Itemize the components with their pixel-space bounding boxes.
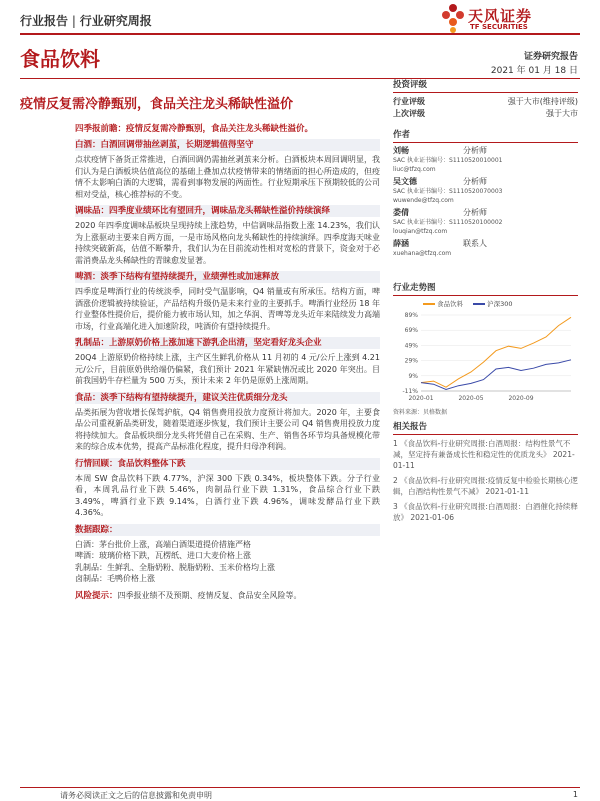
company-logo (440, 3, 590, 33)
section-body: 2020 年四季度调味品板块呈现持续上涨趋势，中信调味品指数上涨 14.23%，我们认为上涨驱动主要来自两方面，一是市场风格向龙头稀缺性的持续演绎。四季度海天味业持续突破新高，估值不断攀升，我们认为在目前流动性相对宽松的背景下，资金对于必需消费品龙头稀缺性的青睐愈发显著。 (75, 221, 380, 265)
risk-note (75, 590, 380, 602)
separator: | (71, 14, 80, 28)
author-entry (393, 177, 578, 205)
author-role: 分析师 (463, 146, 487, 155)
section-body: 四季度是啤酒行业的传统淡季，同时受气温影响，Q4 销量或有所承压。结构方面，啤酒涨价逻辑被持续验证，产品结构升级仍是未来行业的主要抓手。啤酒行业经历 18 年行业整体性提价后，提价能力被市场认知，加之华润、青啤等龙头近年来陆续发力高端市场，行业高端化进入加速阶段，吨酒价有望持续提升。 (75, 287, 380, 331)
x-tick-label: 2020-05 (458, 395, 484, 402)
section-head: 四季报前瞻：疫情反复需冷静甄别，食品关注龙头稀缺性溢价。 (75, 124, 314, 134)
logo-en: TF SECURITIES (470, 23, 528, 31)
author-name: 薛涵 (393, 239, 409, 248)
author-email[interactable]: liuc@tfzq.com (393, 166, 436, 173)
section-body: 品类拓展为营收增长保驾护航，Q4 销售费用投放力度预计将加大。2020 年，主要食品公司重视新品类研发，随着渠道逐步恢复，我们预计主要公司 Q4 销售费用投放力度将持续加大。食品板块细分龙头将凭借自己在采购、生产、销售各环节均具备规模化带来的综合成本优势，提高产品标准化程度，提升归母净利润。 (75, 407, 380, 451)
related-item[interactable]: 2 《食品饮料-行业研究周报:疫情反复中检验长期核心逻辑，白酒结构性景气不减》 2021-01-11 (393, 476, 578, 496)
author-role: 分析师 (463, 208, 487, 217)
y-tick-label: 69% (404, 327, 418, 335)
section-body: 点状疫情下备货正常推进，白酒回调仍需抽丝剥茧来分析。白酒板块本周回调明显，我们认为是白酒板块估值高位的基础上叠加点状疫情带来的情绪面的担心所造成的，但疫情不太影响白酒的大逻辑，需看到事物发展的两面性。行业短期承压下预期较低的公司相对受益，核心推荐标的不变。 (75, 155, 380, 199)
legend-label: 食品饮料 (437, 300, 464, 308)
author-entry (393, 239, 578, 258)
author-sac: SAC 执业证书编号：S1110520070003 (393, 188, 503, 195)
report-date: 2021 年 01 月 18 日 (490, 66, 578, 76)
author-name: 刘畅 (393, 146, 409, 155)
section-head: 白酒：白酒回调带抽丝剥茧，长期逻辑值得坚守 (75, 139, 380, 151)
author-entry (393, 146, 578, 174)
footer-rule (20, 787, 580, 788)
author-email[interactable]: xuehana@tfzq.com (393, 250, 452, 257)
section-head: 数据跟踪： (75, 524, 380, 536)
y-tick-label: 49% (404, 342, 418, 350)
page-number: 1 (572, 790, 578, 799)
trend-title: 行业走势图 (393, 281, 578, 296)
author-sac: SAC 执业证书编号：S1110520100002 (393, 219, 503, 226)
section-body: 20Q4 上游原奶价格持续上涨，主产区生鲜乳价格从 11 月初的 4 元/公斤上涨到 4.21 元/公斤，目前原奶供给端仍偏紧，我们预计 2021 年紧缺情况或比 2020 年突出。目前我国奶牛存栏量为 500 万头，预计未来 2 年仍是原奶上涨周期。 (75, 353, 380, 385)
prev-rating-label: 上次评级 (393, 109, 425, 118)
related-title: 相关报告 (393, 420, 578, 435)
section-body: 本周 SW 食品饮料下跌 4.77%，沪深 300 下跌 0.34%，板块整体下跌。分子行业看，本周乳品行业下跌 5.46%，肉制品行业下跌 1.31%，食品综合行业下跌 3.49%，啤酒行业下跌 9.14%，白酒行业下跌 4.96%，调味发酵品行业下跌 4.36%。 (75, 473, 380, 517)
section-head: 调味品：四季度业绩环比有望回升，调味品龙头稀缺性溢价持续演绎 (75, 205, 380, 217)
rating-box (393, 78, 578, 120)
series-line-2 (421, 360, 571, 390)
y-tick-label: 9% (408, 372, 418, 380)
legend-label: 沪深300 (487, 300, 513, 308)
author-entry (393, 208, 578, 236)
authors-box (393, 128, 578, 258)
header-rule (20, 33, 580, 35)
y-tick-label: -11% (402, 388, 418, 395)
author-role: 分析师 (463, 177, 487, 186)
industry-rating-label: 行业评级 (393, 97, 425, 106)
trend-box (393, 281, 578, 417)
authors-title: 作者 (393, 128, 578, 143)
rating-title: 投资评级 (393, 78, 578, 93)
main-column (75, 123, 380, 602)
trend-chart-svg (393, 307, 578, 407)
related-item[interactable]: 3 《食品饮料-行业研究周报:白酒周报：白酒催化持续释放》 2021-01-06 (393, 502, 578, 522)
author-name: 吴文德 (393, 177, 417, 186)
author-email[interactable]: louqian@tfzq.com (393, 228, 448, 235)
author-sac: SAC 执业证书编号：S1110520010001 (393, 157, 503, 164)
y-tick-label: 89% (404, 312, 418, 319)
report-type: 证券研究报告 (523, 52, 578, 62)
series-line-1 (421, 317, 571, 387)
footer-disclaimer: 请务必阅读正文之后的信息披露和免责申明 (60, 791, 212, 800)
report-category: 行业报告 (20, 14, 69, 28)
section-head: 行情回顾：食品饮料整体下跌 (75, 458, 380, 470)
prev-rating-value: 强于大市 (546, 109, 578, 118)
report-subcategory: 行业研究周报 (79, 14, 152, 28)
author-role: 联系人 (463, 239, 487, 248)
chart-source: 资料来源：贝格数据 (393, 409, 448, 416)
x-tick-label: 2020-09 (508, 395, 534, 402)
prev-rating-row (393, 108, 578, 120)
section-head: 乳制品：上游原奶价格上涨加速下游乳企出清，坚定看好龙头企业 (75, 337, 380, 349)
related-box (393, 420, 578, 523)
risk-head: 风险提示： (75, 590, 118, 601)
author-email[interactable]: wuwende@tfzq.com (393, 197, 454, 204)
x-tick-label: 2020-01 (408, 395, 434, 402)
section-head: 食品：淡季下结构有望持续提升，建议关注优质细分龙头 (75, 392, 380, 404)
section-body: 白酒：茅台批价上涨，高端白酒渠道提价措施严格 啤酒：玻璃价格下跌，瓦楞纸、进口大麦价格上涨 乳制品：生鲜乳、全脂奶粉、脱脂奶粉、玉米价格均上涨 卤制品：毛鸭价格上涨 (75, 539, 275, 583)
logo-cn: 天风证券 (468, 7, 533, 25)
page-title: 食品饮料 (20, 47, 100, 71)
header-breadcrumb (20, 12, 152, 29)
industry-rating-value: 强于大市(维持评级) (507, 97, 578, 106)
related-item[interactable]: 1 《食品饮料-行业研究周报:白酒周报：结构性景气不减，坚定持有兼备成长性和稳定性的优质龙头》 2021-01-11 (393, 439, 575, 470)
section-head: 啤酒：淡季下结构有望持续提升，业绩弹性或加速释放 (75, 271, 380, 283)
industry-rating-row (393, 96, 578, 108)
author-name: 娄倩 (393, 208, 409, 217)
trend-chart (393, 299, 578, 407)
report-subtitle: 疫情反复需冷静甄别，食品关注龙头稀缺性溢价 (20, 97, 294, 112)
y-tick-label: 29% (404, 357, 418, 365)
logo-mark-icon (440, 3, 466, 33)
risk-body: 四季报业绩不及预期、疫情反复、食品安全风险等。 (117, 590, 302, 600)
